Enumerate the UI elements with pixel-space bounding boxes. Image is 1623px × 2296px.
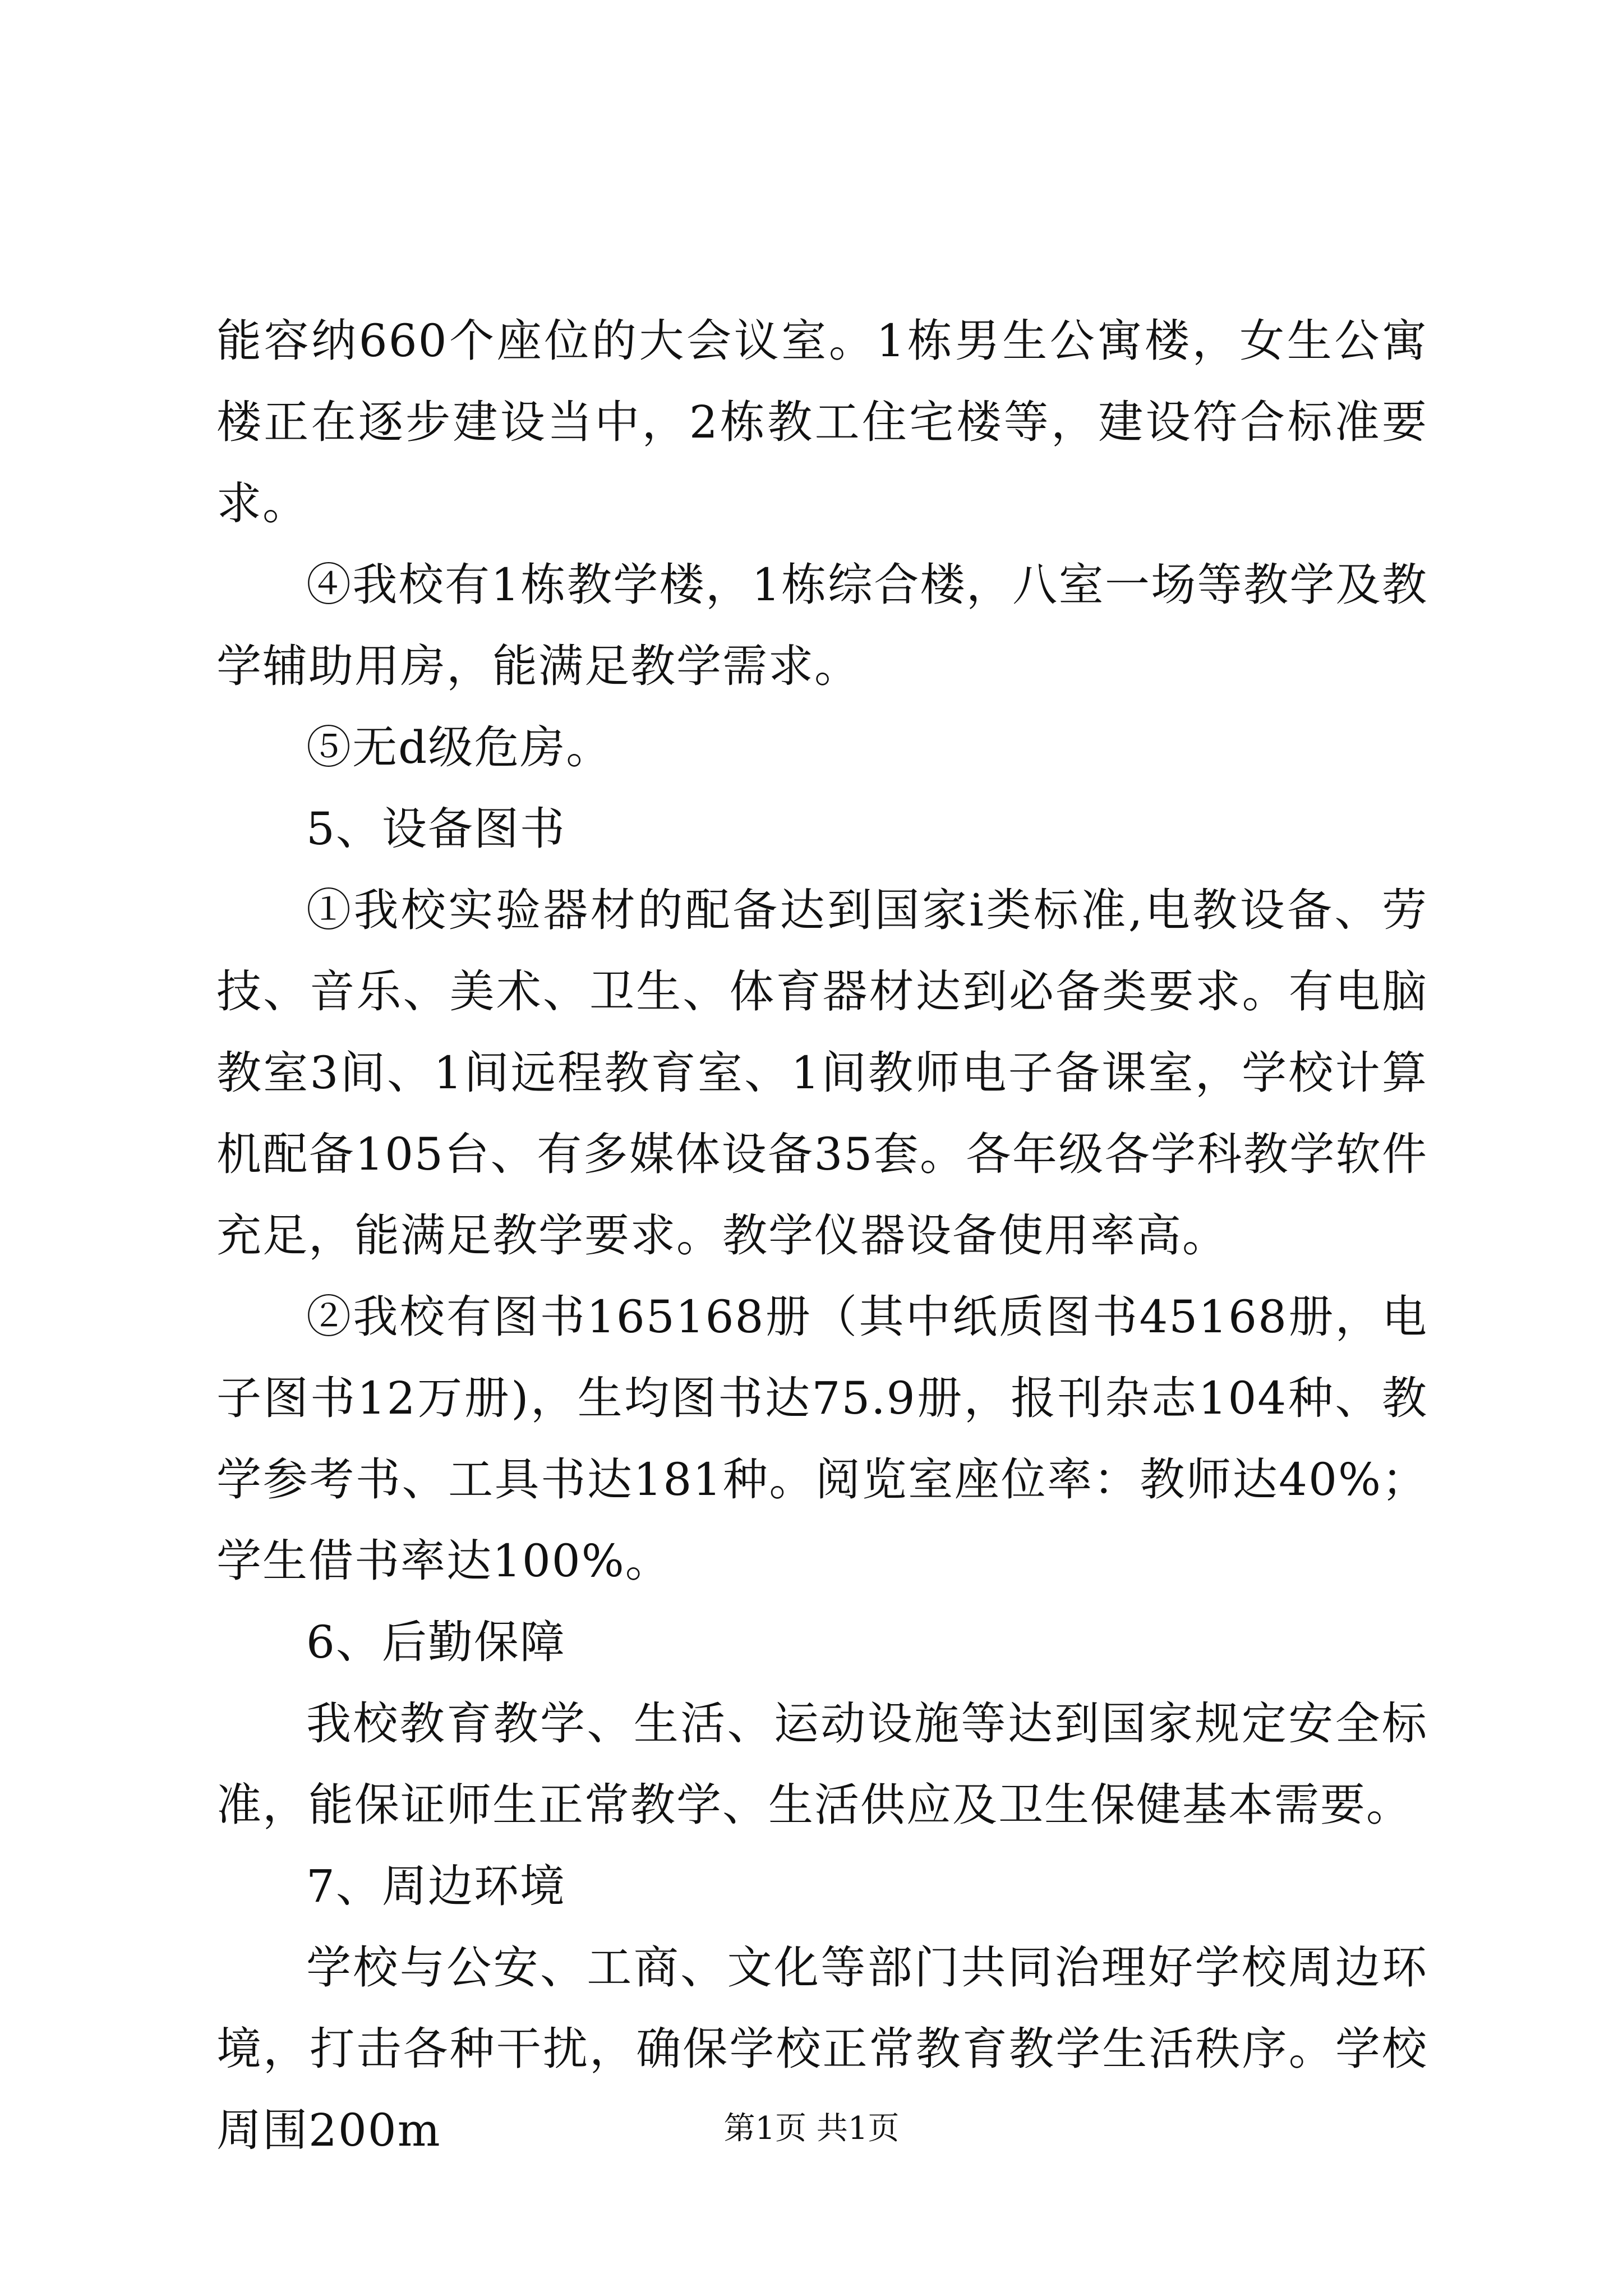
section-heading-logistics: 6、后勤保障 [306,1616,566,1668]
paragraph-buildings-item-4: ④我校有1栋教学楼，1栋综合楼，八室一场等教学及教学辅助用房，能满足教学需求。 [216,559,1428,692]
paragraph-surroundings: 学校与公安、工商、文化等部门共同治理好学校周边环境，打击各种干扰，确保学校正常教育教学生活秩序。学校周围200m [216,1941,1428,2156]
paragraph-logistics: 我校教育教学、生活、运动设施等达到国家规定安全标准，能保证师生正常教学、生活供应及卫生保健基本需要。 [216,1697,1428,1831]
document-body [216,300,1428,2171]
section-heading-surroundings: 7、周边环境 [306,1860,566,1912]
paragraph-continuation: 能容纳660个座位的大会议室。1栋男生公寓楼，女生公寓楼正在逐步建设当中，2栋教工住宅楼等，建设符合标准要求。 [216,315,1428,530]
page-footer: 第1页 共1页 [723,2110,900,2147]
paragraph-equipment-item-1: ①我校实验器材的配备达到国家i类标准,电教设备、劳技、音乐、美术、卫生、体育器材达到必备类要求。有电脑教室3间、1间远程教育室、1间教师电子备课室，学校计算机配备105台、有多媒体设备35套。各年级各学科教学软件充足，能满足教学要求。教学仪器设备使用率高。 [216,884,1428,1262]
section-heading-equipment-books: 5、设备图书 [306,803,566,855]
paragraph-buildings-item-5: ⑤无d级危房。 [306,721,612,774]
paragraph-books-item-2: ②我校有图书165168册（其中纸质图书45168册，电子图书12万册)，生均图书达75.9册，报刊杂志104种、教学参考书、工具书达181种。阅览室座位率：教师达40%；学生借书率达100%。 [216,1291,1428,1587]
